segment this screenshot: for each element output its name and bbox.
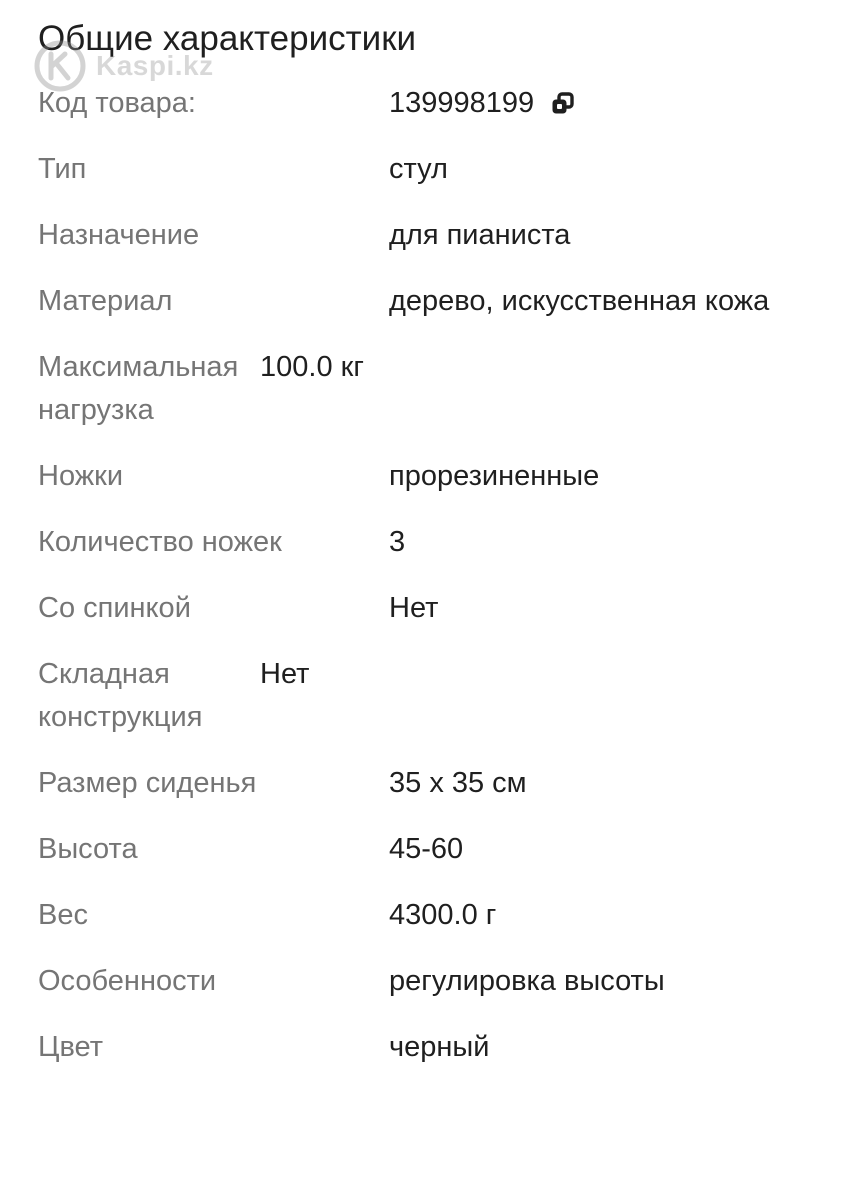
spec-label: Высота (38, 833, 138, 865)
spec-label: Назначение (38, 219, 200, 251)
section-title: Общие характеристики (38, 19, 417, 58)
spec-row-material (0, 280, 868, 346)
watermark-text: Kaspi.kz (96, 50, 214, 81)
spec-value-wrapper (389, 82, 868, 125)
specs-list (0, 82, 868, 1092)
spec-label: Цвет (38, 1031, 103, 1063)
spec-value: дерево, искусственная кожа (389, 285, 770, 317)
spec-label: Размер сиденья (38, 767, 257, 799)
spec-value: 45-60 (389, 833, 464, 865)
spec-row-foldable (0, 653, 868, 762)
spec-value: 139998199 (389, 87, 535, 119)
spec-label: Особенности (38, 965, 217, 997)
spec-value: 35 x 35 см (389, 767, 527, 799)
spec-row-height (0, 828, 868, 894)
spec-row-type (0, 148, 868, 214)
spec-label: Код товара: (38, 87, 196, 119)
spec-row-legs-count (0, 521, 868, 587)
spec-row-purpose (0, 214, 868, 280)
spec-value: стул (389, 153, 448, 185)
spec-label: Тип (38, 153, 87, 185)
spec-value: для пианиста (389, 219, 571, 251)
spec-row-legs (0, 455, 868, 521)
spec-row-backrest (0, 587, 868, 653)
spec-row-features (0, 960, 868, 1026)
spec-label: Складная конструкция (38, 658, 203, 733)
spec-value: регулировка высоты (389, 965, 665, 997)
spec-row-max-load (0, 346, 868, 455)
product-code-line (389, 82, 576, 125)
spec-row-product-code (0, 82, 868, 148)
spec-value: черный (389, 1031, 490, 1063)
spec-label: Максимальная нагрузка (38, 351, 239, 426)
spec-row-seat-size (0, 762, 868, 828)
spec-row-weight (0, 894, 868, 960)
spec-value: Нет (389, 592, 439, 624)
spec-row-color (0, 1026, 868, 1092)
spec-value: Нет (260, 658, 310, 690)
spec-label: Материал (38, 285, 173, 317)
spec-value: 4300.0 г (389, 899, 497, 931)
spec-label: Количество ножек (38, 526, 282, 558)
spec-value: 100.0 кг (260, 351, 364, 383)
spec-label: Ножки (38, 460, 124, 492)
spec-label: Вес (38, 899, 88, 931)
copy-icon[interactable] (550, 91, 576, 117)
spec-value: 3 (389, 526, 406, 558)
spec-label: Со спинкой (38, 592, 191, 624)
spec-value: прорезиненные (389, 460, 600, 492)
